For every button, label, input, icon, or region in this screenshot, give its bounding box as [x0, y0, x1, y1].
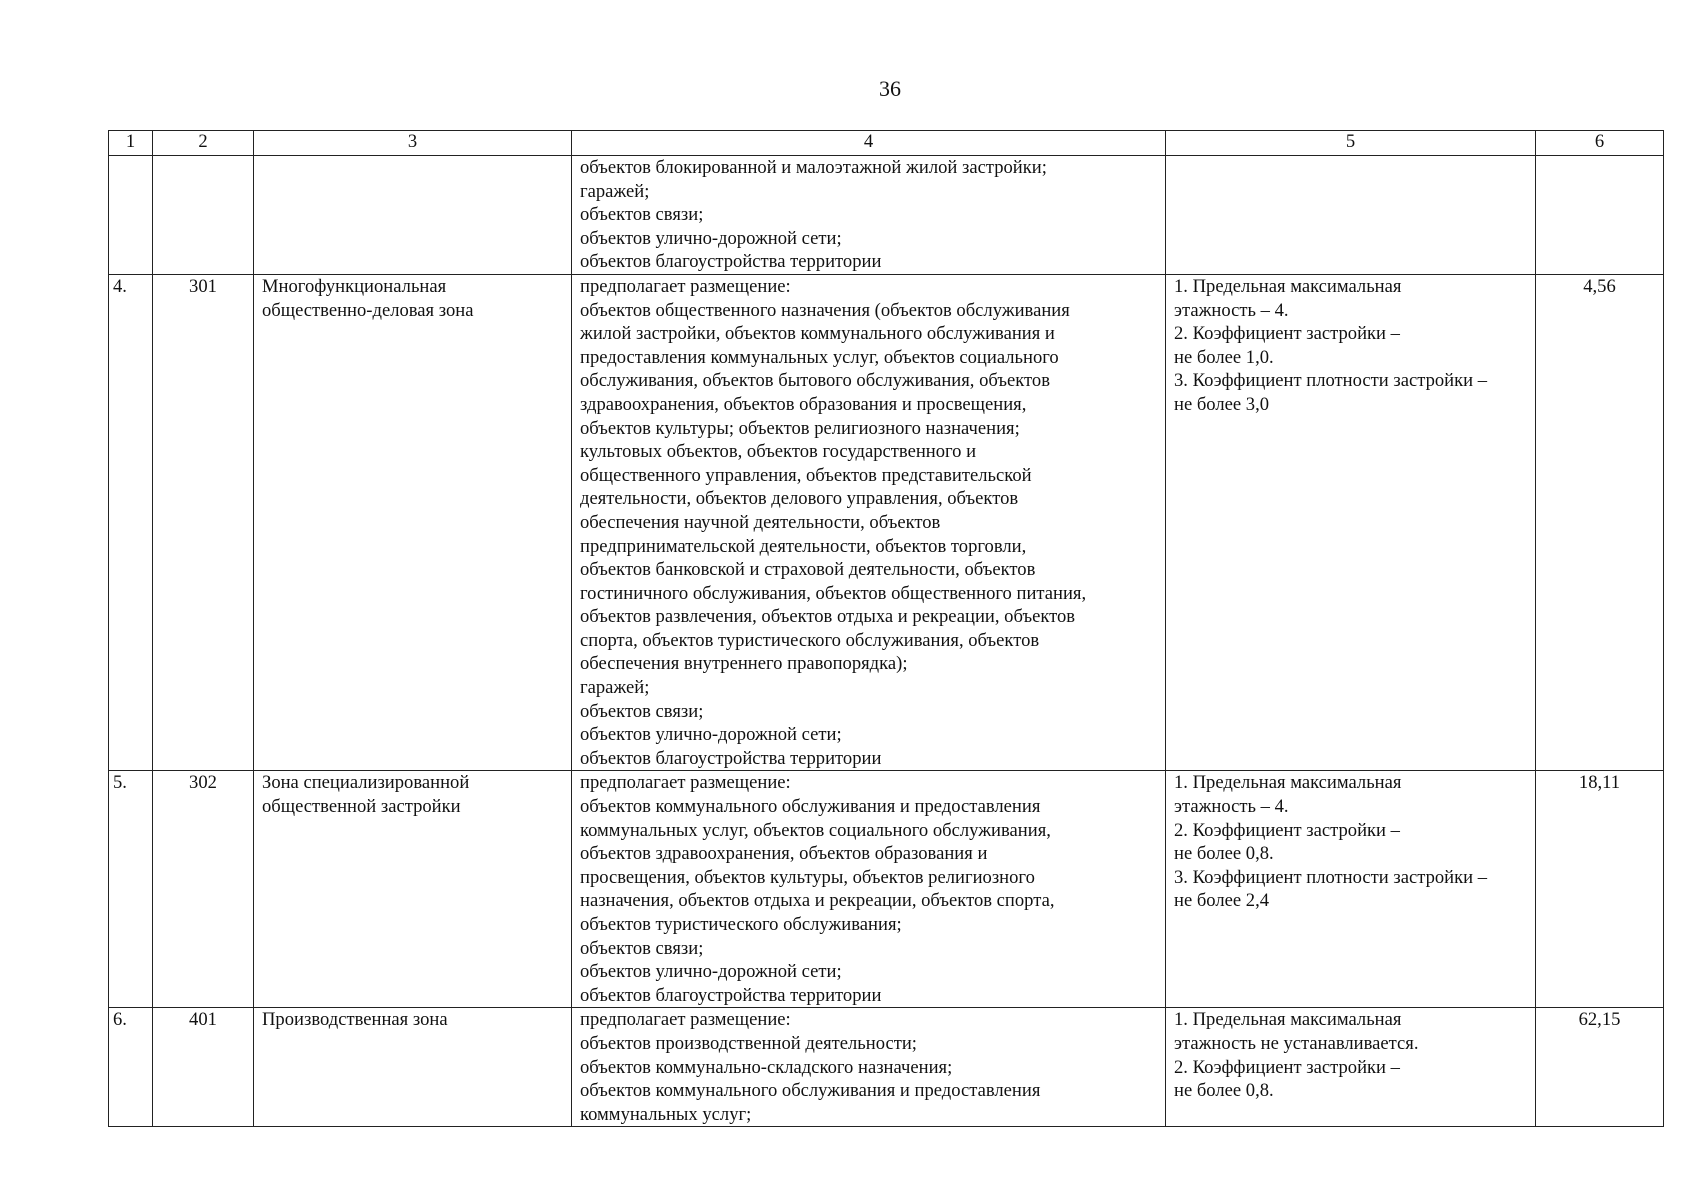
usage-line: коммунальных услуг;	[580, 1103, 752, 1125]
usage-line: объектов производственной деятельности;	[580, 1032, 917, 1054]
column-number: 5	[1166, 131, 1536, 156]
column-number: 1	[109, 131, 153, 156]
usage-cell	[572, 156, 1166, 275]
area-cell: 62,15	[1536, 1008, 1664, 1127]
zone-name-cell	[254, 274, 572, 770]
zones-table	[108, 130, 1664, 1127]
usage-line: здравоохранения, объектов образования и просвещения,	[580, 393, 1027, 415]
usage-line: гаражей;	[580, 677, 650, 699]
usage-line: спорта, объектов туристического обслуживания, объектов	[580, 629, 1040, 651]
usage-line: объектов банковской и страховой деятельности, объектов	[580, 559, 1036, 581]
parameter-line: не более 0,8.	[1174, 843, 1274, 865]
usage-line: культовых объектов, объектов государственного и	[580, 441, 977, 463]
zone-code-cell: 301	[153, 274, 254, 770]
zone-name-cell	[254, 156, 572, 275]
usage-line: объектов туристического обслуживания;	[580, 914, 902, 935]
usage-line: предполагает размещение:	[580, 772, 791, 794]
area-cell: 4,56	[1536, 274, 1664, 770]
usage-line: объектов коммунального обслуживания и предоставления	[580, 1080, 1041, 1102]
usage-line: объектов коммунально-складского назначения;	[580, 1056, 953, 1078]
usage-line: предоставления коммунальных услуг, объектов социального	[580, 346, 1059, 368]
page-number: 36	[879, 76, 901, 101]
usage-line: объектов общественного назначения (объектов обслуживания	[580, 299, 1070, 321]
zone-code-cell	[153, 156, 254, 275]
usage-line: деятельности, объектов делового управления, объектов	[580, 488, 1019, 510]
row-number-cell: 4.	[109, 274, 153, 770]
row-number-cell	[109, 156, 153, 275]
parameter-line: 1. Предельная максимальная	[1174, 772, 1402, 794]
usage-line: предполагает размещение:	[580, 275, 791, 297]
column-number: 4	[572, 131, 1166, 156]
usage-line: объектов блокированной и малоэтажной жилой застройки;	[580, 157, 1047, 178]
usage-line: объектов связи;	[580, 204, 704, 226]
usage-line: объектов здравоохранения, объектов образования и	[580, 843, 988, 865]
usage-line: объектов благоустройства территории	[580, 251, 882, 273]
zone-name-line: Производственная зона	[262, 1009, 448, 1031]
usage-line: предпринимательской деятельности, объектов торговли,	[580, 535, 1027, 557]
usage-line: обеспечения научной деятельности, объектов	[580, 511, 941, 533]
usage-line: объектов улично-дорожной сети;	[580, 227, 842, 249]
usage-line: обеспечения внутреннего правопорядка);	[580, 653, 908, 675]
parameter-line: не более 1,0.	[1174, 346, 1274, 368]
zone-name-cell	[254, 1008, 572, 1127]
usage-line: назначения, объектов отдыха и рекреации, объектов спорта,	[580, 890, 1055, 912]
area-cell: 18,11	[1536, 771, 1664, 1008]
parameters-cell	[1166, 1008, 1536, 1127]
usage-line: объектов улично-дорожной сети;	[580, 961, 842, 983]
usage-line: объектов благоустройства территории	[580, 984, 882, 1006]
usage-line: гостиничного обслуживания, объектов общественного питания,	[580, 582, 1087, 604]
parameter-line: 3. Коэффициент плотности застройки –	[1174, 866, 1488, 888]
usage-line: жилой застройки, объектов коммунального обслуживания и	[580, 323, 1055, 345]
parameter-line: не более 3,0	[1174, 393, 1270, 415]
area-cell	[1536, 156, 1664, 275]
parameter-line: не более 0,8.	[1174, 1080, 1274, 1102]
usage-line: гаражей;	[580, 180, 650, 202]
zone-name-line: Зона специализированной	[262, 772, 470, 794]
usage-line: коммунальных услуг, объектов социального обслуживания,	[580, 819, 1051, 841]
parameter-line: этажность – 4.	[1174, 796, 1289, 818]
usage-line: обслуживания, объектов бытового обслуживания, объектов	[580, 370, 1050, 392]
column-number: 6	[1536, 131, 1664, 156]
parameter-line: 1. Предельная максимальная	[1174, 275, 1402, 297]
zone-name-line: Многофункциональная	[262, 275, 447, 297]
usage-line: общественного управления, объектов представительской	[580, 464, 1032, 486]
usage-line: объектов благоустройства территории	[580, 747, 882, 769]
usage-line: объектов связи;	[580, 937, 704, 959]
parameter-line: не более 2,4	[1174, 890, 1270, 912]
usage-cell	[572, 771, 1166, 1008]
parameter-line: 1. Предельная максимальная	[1174, 1009, 1402, 1031]
table-row	[109, 1008, 1664, 1127]
column-number-row	[109, 131, 1664, 156]
parameter-line: этажность – 4.	[1174, 299, 1289, 321]
zone-name-cell	[254, 771, 572, 1008]
parameters-cell	[1166, 156, 1536, 275]
table-row	[109, 156, 1664, 275]
parameter-line: 2. Коэффициент застройки –	[1174, 323, 1400, 345]
usage-line: объектов связи;	[580, 700, 704, 722]
row-number-cell: 5.	[109, 771, 153, 1008]
usage-line: объектов развлечения, объектов отдыха и рекреации, объектов	[580, 606, 1076, 628]
zone-name-line: общественной застройки	[262, 796, 461, 818]
parameter-line: 2. Коэффициент застройки –	[1174, 1056, 1400, 1078]
row-number-cell: 6.	[109, 1008, 153, 1127]
table-row	[109, 274, 1664, 770]
usage-line: объектов культуры; объектов религиозного назначения;	[580, 417, 1020, 439]
usage-line: просвещения, объектов культуры, объектов религиозного	[580, 866, 1035, 888]
parameter-line: этажность не устанавливается.	[1174, 1032, 1419, 1054]
column-number: 3	[254, 131, 572, 156]
zone-name-line: общественно-деловая зона	[262, 299, 474, 321]
parameters-cell	[1166, 771, 1536, 1008]
usage-line: объектов улично-дорожной сети;	[580, 724, 842, 746]
table-row	[109, 771, 1664, 1008]
usage-line: предполагает размещение:	[580, 1009, 791, 1031]
usage-line: объектов коммунального обслуживания и предоставления	[580, 796, 1041, 818]
column-number: 2	[153, 131, 254, 156]
zone-code-cell: 401	[153, 1008, 254, 1127]
usage-cell	[572, 1008, 1166, 1127]
parameters-cell	[1166, 274, 1536, 770]
usage-cell	[572, 274, 1166, 770]
parameter-line: 2. Коэффициент застройки –	[1174, 819, 1400, 841]
zone-code-cell: 302	[153, 771, 254, 1008]
parameter-line: 3. Коэффициент плотности застройки –	[1174, 370, 1488, 392]
